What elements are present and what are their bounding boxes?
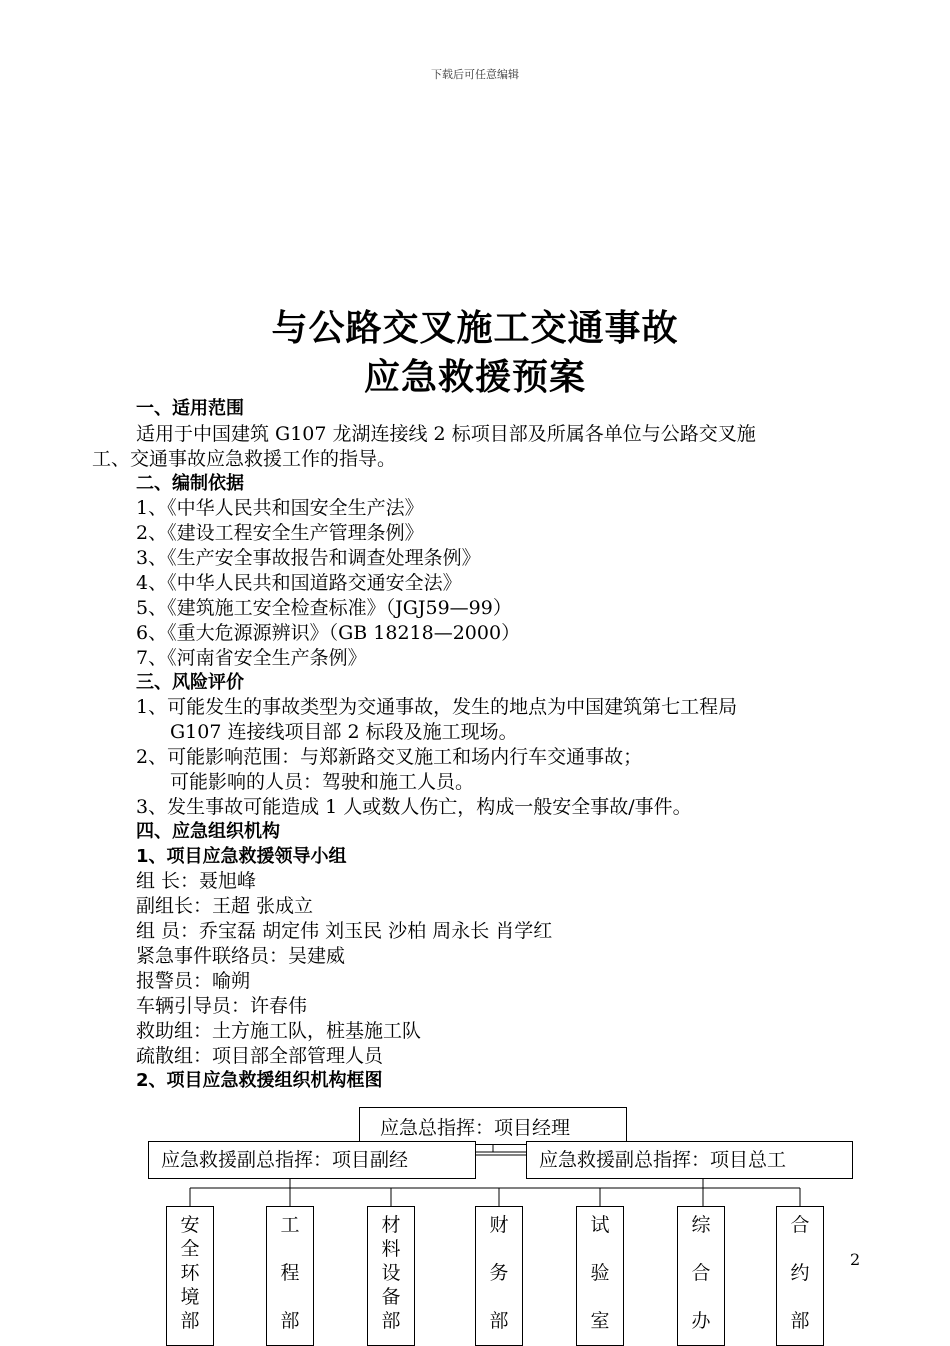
basis-item: 4、《中华人民共和国道路交通安全法》 xyxy=(136,572,462,594)
org-box-label: 应急救援副总指挥：项目总工 xyxy=(539,1149,787,1171)
risk-line: 3、发生事故可能造成 1 人或数人伤亡，构成一般安全事故/事件。 xyxy=(136,796,692,818)
basis-item: 7、《河南省安全生产条例》 xyxy=(136,647,367,669)
page-number: 2 xyxy=(850,1250,861,1269)
basis-item: 5、《建筑施工安全检查标准》（JGJ59—99） xyxy=(136,597,512,619)
org-box-deputy-right xyxy=(526,1141,853,1179)
basis-item: 3、《生产安全事故报告和调查处理条例》 xyxy=(136,547,481,569)
dept-label: 试 验 室 xyxy=(590,1214,610,1332)
section-heading-basis: 二、编制依据 xyxy=(136,473,244,494)
subheading-org-chart: 2、项目应急救援组织机构框图 xyxy=(136,1070,383,1091)
org-box-deputy-left xyxy=(148,1141,476,1179)
leader-line: 副组长：王超 张成立 xyxy=(136,895,314,917)
leader-line: 紧急事件联络员：吴建威 xyxy=(136,945,346,967)
risk-line: 2、可能影响范围：与郑新路交叉施工和场内行车交通事故； xyxy=(136,746,643,768)
leader-line: 报警员：喻朔 xyxy=(136,970,251,992)
dept-label: 综 合 办 xyxy=(691,1214,711,1332)
section-heading-scope: 一、适用范围 xyxy=(136,398,244,419)
scope-text-line-1: 适用于中国建筑 G107 龙湖连接线 2 标项目部及所属各单位与公路交叉施 xyxy=(136,423,756,445)
leader-line: 疏散组：项目部全部管理人员 xyxy=(136,1045,384,1067)
risk-line: 可能影响的人员：驾驶和施工人员。 xyxy=(170,771,475,793)
dept-box-laboratory xyxy=(576,1206,624,1346)
dept-box-materials-equipment xyxy=(367,1206,415,1346)
risk-line: G107 连接线项目部 2 标段及施工现场。 xyxy=(170,721,518,743)
leader-line: 车辆引导员：许春伟 xyxy=(136,995,308,1017)
section-heading-risk: 三、风险评价 xyxy=(136,672,244,693)
org-box-label: 应急总指挥：项目经理 xyxy=(380,1117,571,1139)
dept-box-safety-environment xyxy=(166,1206,214,1346)
section-heading-org: 四、应急组织机构 xyxy=(136,821,280,842)
org-box-label: 应急救援副总指挥：项目副经 xyxy=(161,1149,409,1171)
dept-label: 工 程 部 xyxy=(280,1214,300,1332)
dept-box-finance xyxy=(475,1206,523,1346)
leader-line: 组 员：乔宝磊 胡定伟 刘玉民 沙柏 周永长 肖学红 xyxy=(136,920,553,942)
doc-title-line-2: 应急救援预案 xyxy=(363,357,586,398)
dept-label: 合 约 部 xyxy=(790,1214,810,1332)
dept-label: 安 全 环 境 部 xyxy=(180,1214,200,1332)
doc-title-line-1: 与公路交叉施工交通事故 xyxy=(271,308,679,349)
dept-label: 材 料 设 备 部 xyxy=(381,1214,401,1332)
dept-label: 财 务 部 xyxy=(489,1214,509,1332)
basis-item: 2、《建设工程安全生产管理条例》 xyxy=(136,522,424,544)
leader-line: 组 长：聂旭峰 xyxy=(136,870,257,892)
subheading-leadership: 1、项目应急救援领导小组 xyxy=(136,846,347,867)
page-header: 下载后可任意编辑 xyxy=(431,68,519,81)
risk-line: 1、可能发生的事故类型为交通事故，发生的地点为中国建筑第七工程局 xyxy=(136,696,738,718)
scope-text-line-2: 工、交通事故应急救援工作的指导。 xyxy=(92,448,397,470)
dept-box-general-office xyxy=(677,1206,725,1346)
dept-box-engineering xyxy=(266,1206,314,1346)
basis-item: 1、《中华人民共和国安全生产法》 xyxy=(136,497,424,519)
basis-item: 6、《重大危源源辨识》（GB 18218—2000） xyxy=(136,622,521,644)
leader-line: 救助组：土方施工队，桩基施工队 xyxy=(136,1020,422,1042)
org-box-chief-commander xyxy=(359,1107,627,1145)
dept-box-contracts xyxy=(776,1206,824,1346)
